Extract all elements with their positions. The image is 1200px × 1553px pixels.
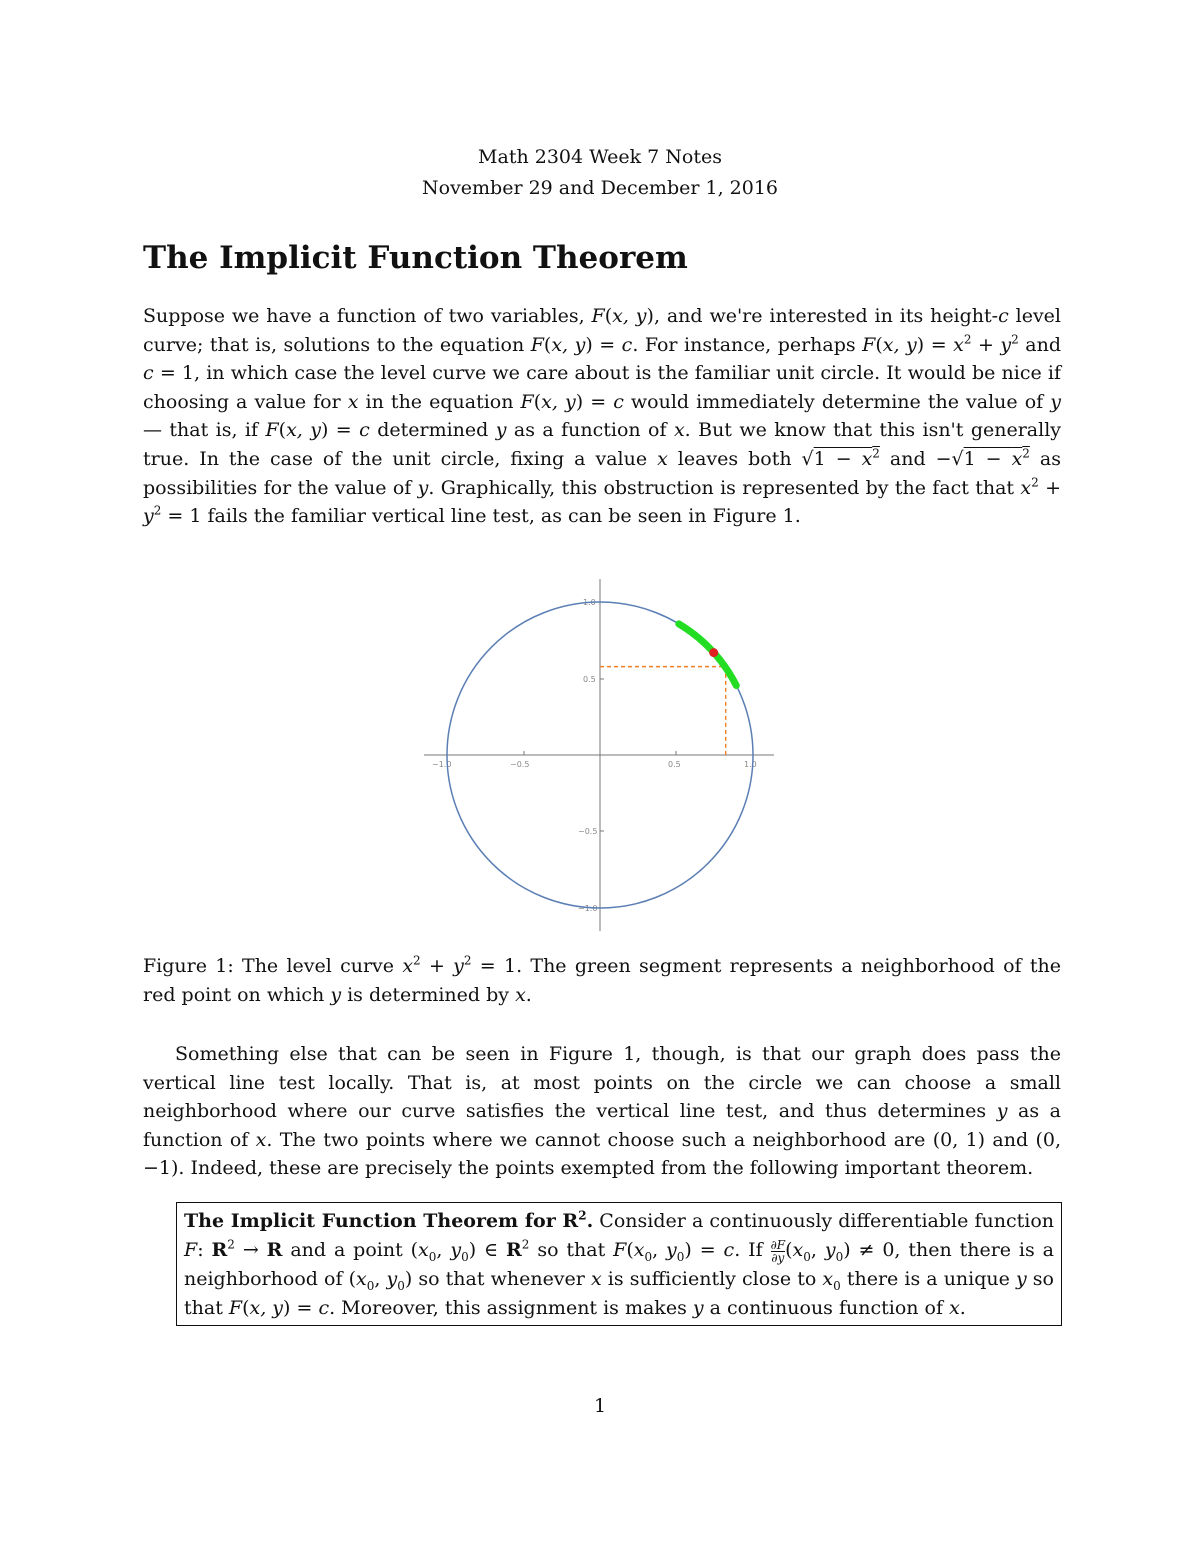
projection-guide-lines bbox=[600, 667, 726, 755]
tick-label-x-neg1: −1.0 bbox=[432, 760, 452, 769]
red-point bbox=[709, 648, 718, 657]
section-title: The Implicit Function Theorem bbox=[143, 240, 688, 276]
lecture-dates: November 29 and December 1, 2016 bbox=[422, 177, 778, 199]
intro-paragraph: Suppose we have a function of two variables, F(x, y), and we're interested in its height-c level curve; that is, solutions to the equation F(x, y) = c. For instance, perhaps F(x, $y) = x^2 + y^2$ and c = 1, in which case the level curve we care about is the familiar unit circle. It would be nice if choosing a value for x in the equation F(x, y) = c would immediately determine the value of y — that is, if F(x, y) = c determined y as a function of x. But we know that this isn't generally true. In the case of the unit circle, fixing a value x leaves both $√1 - x^2$ and $-√1 - x^2$ as possibilities for the value of y. Graphically, this obstruction is represented by the fact that $x^2 + y^2 = 1$ fails the familiar vertical line test, as can be seen in Figure 1. bbox=[143, 305, 1062, 528]
document-header bbox=[0, 142, 1200, 204]
unit-circle-figure bbox=[420, 575, 780, 935]
neighborhood-segment bbox=[679, 624, 737, 686]
tick-label-y-neg1: −1.0 bbox=[578, 904, 598, 913]
tick-label-y-1: 1.0 bbox=[583, 598, 596, 607]
tick-label-x-neg05: −0.5 bbox=[510, 760, 530, 769]
theorem-box: The Implicit Function Theorem for $R^2$. Consider a continuously differentiable function F: $R^2 \to R$ and a point ($x_0$, $y_0$) ∈ $R^2$ so that $F(x_0$, $y_0) = c$. If $\frac{\partial F}{\partial y}$ ($x_0$, $y_0) \ne 0$, then there is a neighborhood of ($x_0$, $y_0$) so that whenever x is sufficiently close to $x_0$ there is a unique y so that F(x, y) = c. Moreover, this assignment is makes y a continuous function of x. bbox=[176, 1202, 1062, 1326]
tick-label-x-1: 1.0 bbox=[744, 760, 757, 769]
tick-label-y-05: 0.5 bbox=[583, 675, 596, 684]
figure-caption: Figure 1: The level curve $x^2 + y^2 = 1$. The green segment represents a neighborhood of the red point on which y is determined by x. bbox=[143, 953, 1061, 1006]
tick-label-x-05: 0.5 bbox=[668, 760, 681, 769]
theorem-title: The Implicit Function Theorem for $R^2$. bbox=[184, 1208, 594, 1232]
local-vertical-line-paragraph: Something else that can be seen in Figure 1, though, is that our graph does pass the vertical line test locally. That is, at most points on the circle we can choose a small neighborhood where our curve satisfies the vertical line test, and thus determines y as a function of x. The two points where we cannot choose such a neighborhood are (0, 1) and (0, −1). Indeed, these are precisely the points exempted from the following important theorem. bbox=[143, 1043, 1061, 1180]
page-number: 1 bbox=[593, 1395, 607, 1417]
tick-label-y-neg05: −0.5 bbox=[578, 827, 598, 836]
course-title: Math 2304 Week 7 Notes bbox=[478, 146, 722, 168]
